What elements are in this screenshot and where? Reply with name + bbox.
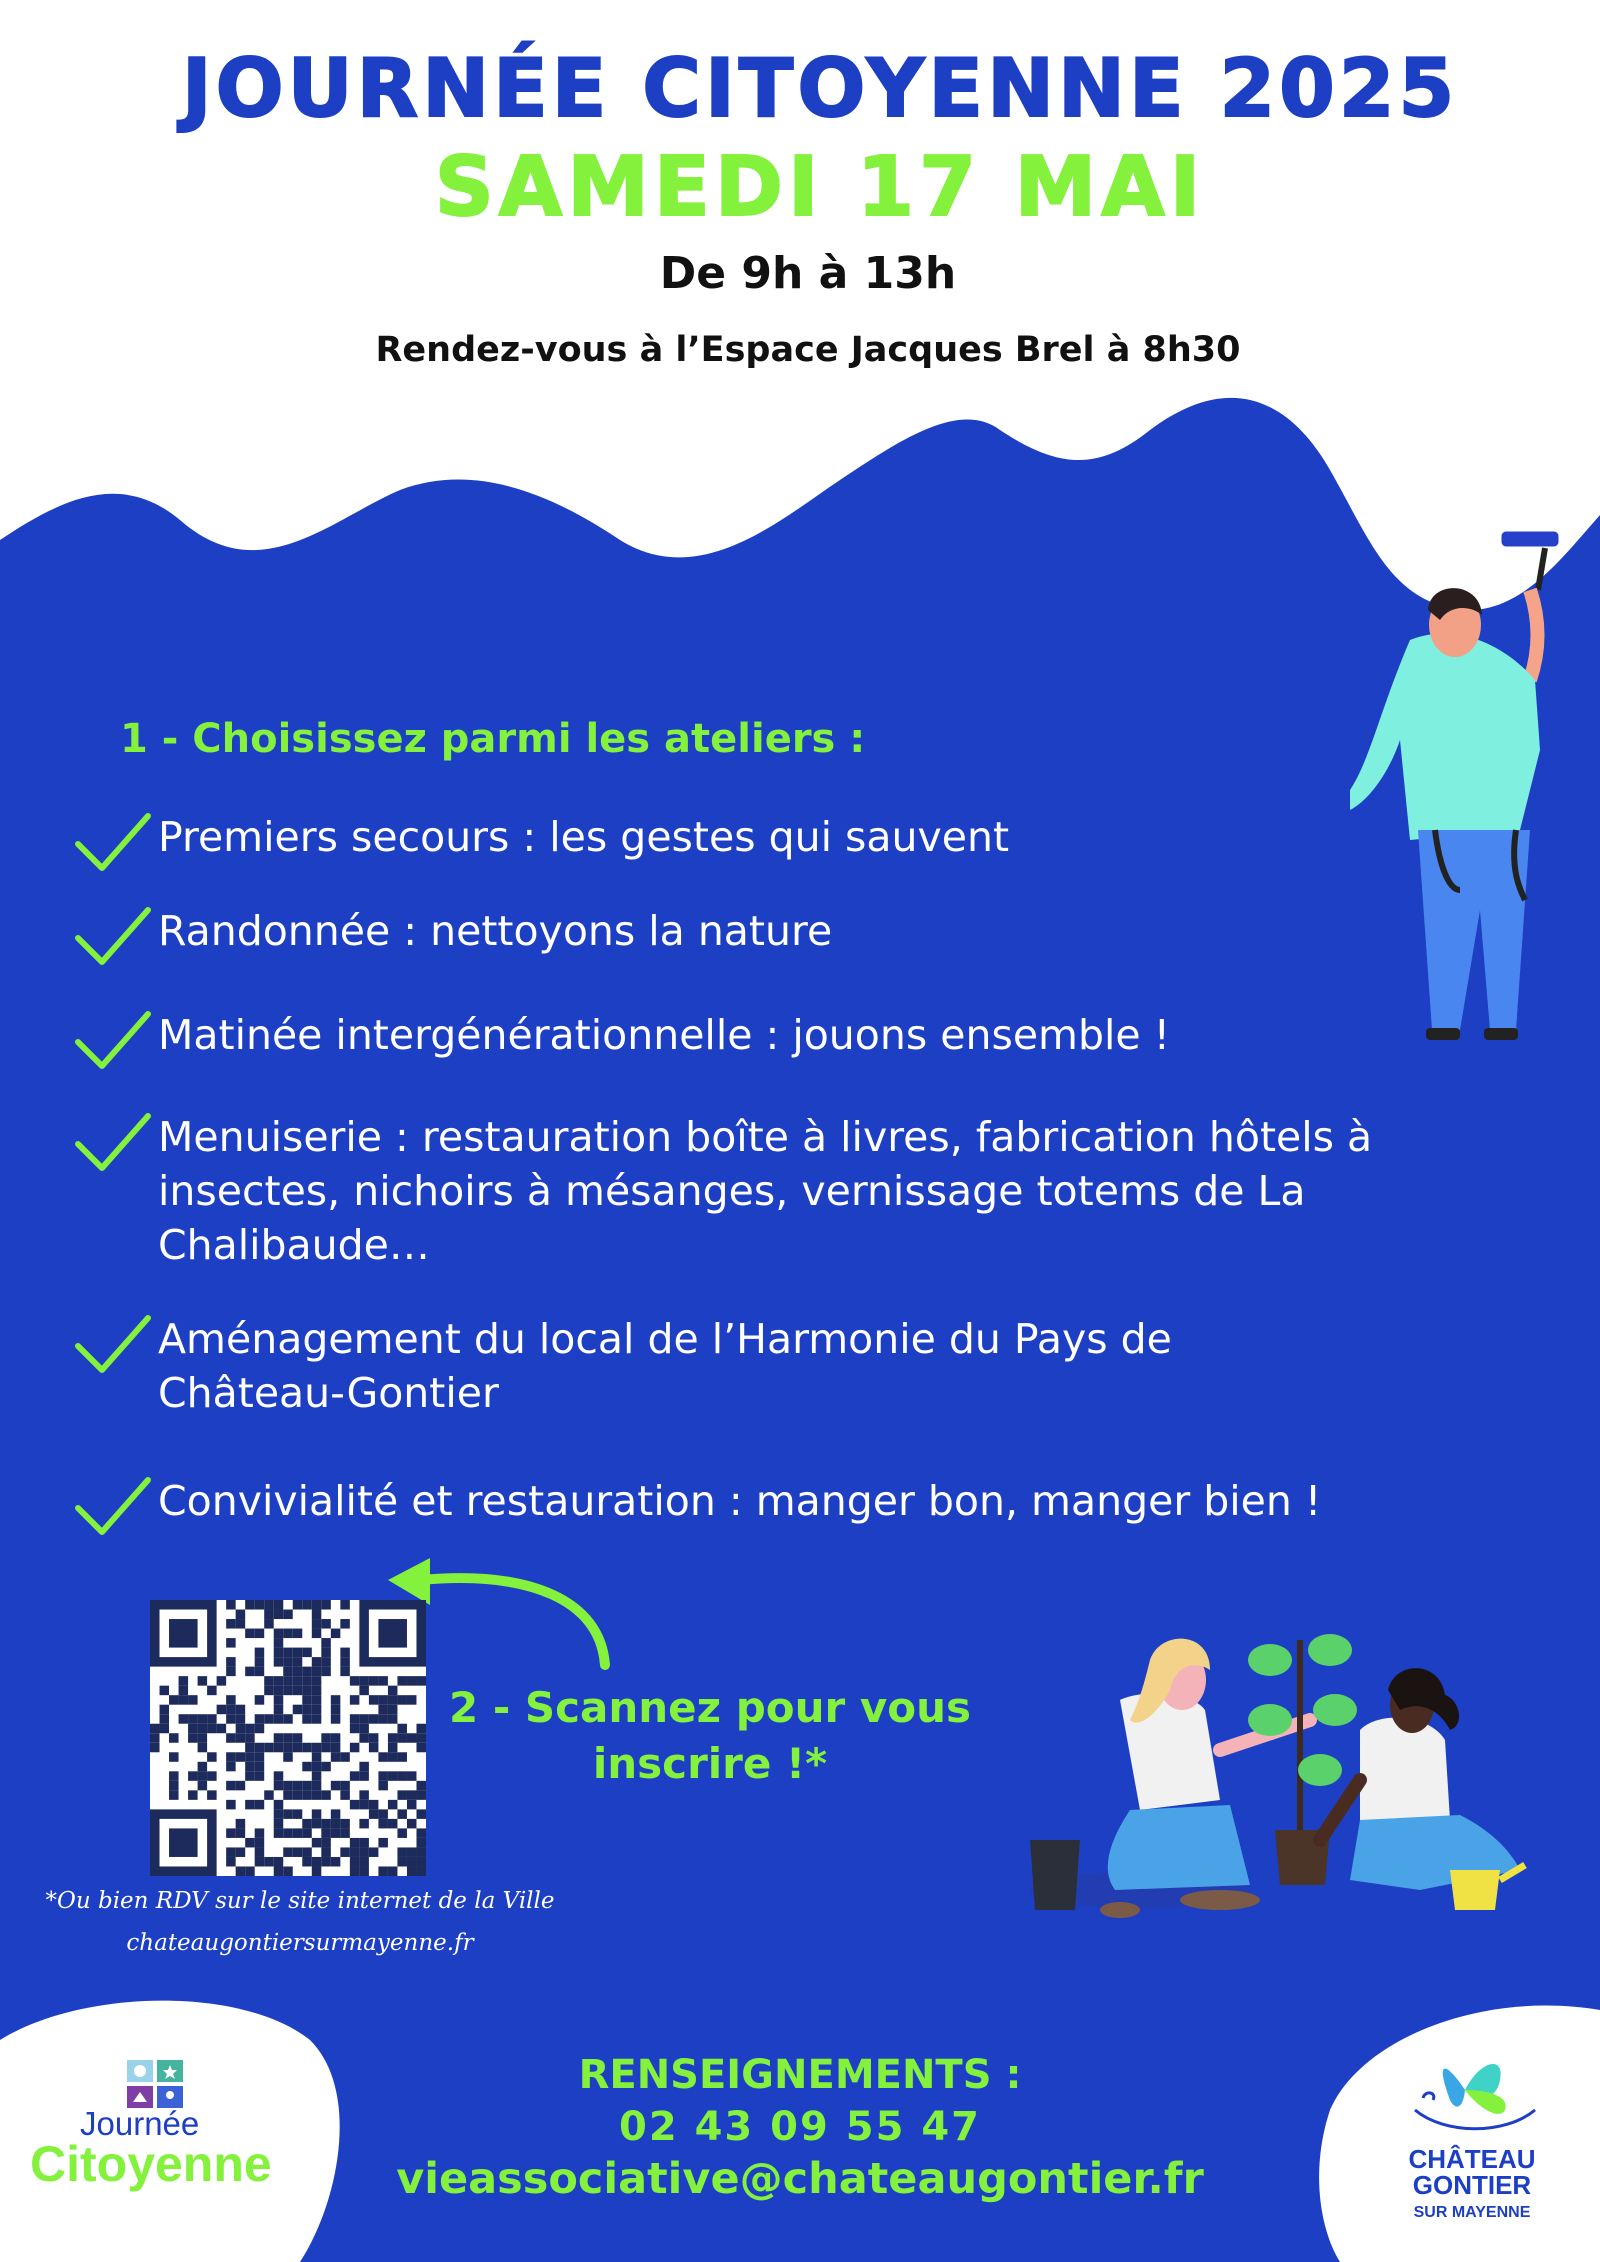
- website-link[interactable]: chateaugontiersurmayenne.fr: [126, 1930, 474, 1956]
- workshop-item: [72, 1312, 1472, 1432]
- workshop-label: Matinée intergénérationnelle : jouons ensemble !: [158, 1011, 1171, 1059]
- meeting-point: Rendez-vous à l’Espace Jacques Brel à 8h30: [375, 330, 1241, 370]
- workshops-heading: 1 - Choisissez parmi les ateliers :: [120, 716, 866, 762]
- qr-code-pattern: [150, 1600, 426, 1876]
- check-icon: [72, 1474, 152, 1538]
- event-date: SAMEDI 17 MAI: [434, 140, 1206, 235]
- check-icon: [72, 810, 152, 874]
- workshop-item: [72, 1008, 1472, 1072]
- journee-citoyenne-logo-icon: [125, 2058, 185, 2110]
- chateau-gontier-logo-line3: SUR MAYENNE: [1413, 2204, 1531, 2221]
- check-icon: [72, 904, 152, 968]
- chateau-gontier-logo-line2: GONTIER: [1412, 2170, 1532, 2200]
- workshop-label: Randonnée : nettoyons la nature: [158, 907, 833, 955]
- contact-phone[interactable]: 02 43 09 55 47: [618, 2104, 982, 2150]
- workshop-item: [72, 810, 1472, 874]
- workshop-item: [72, 904, 1472, 968]
- event-hours: De 9h à 13h: [659, 248, 957, 299]
- workshop-label: Menuiserie : restauration boîte à livres, fabrication hôtels à insectes, nichoirs à mésanges, vernissage totems de La Chalibaude…: [158, 1113, 1373, 1269]
- workshop-label: Aménagement du local de l’Harmonie du Pays de Château-Gontier: [158, 1315, 1172, 1417]
- workshop-label: Convivialité et restauration : manger bon, manger bien !: [158, 1477, 1322, 1525]
- volunteers-planting-illustration: [1020, 1600, 1540, 1930]
- page-title: JOURNÉE CITOYENNE 2025: [181, 42, 1459, 135]
- workshop-item: [72, 1474, 1472, 1538]
- signup-note: *Ou bien RDV sur le site internet de la Ville: [45, 1888, 555, 1914]
- signup-cta: 2 - Scannez pour vous inscrire !*: [448, 1683, 972, 1788]
- painter-illustration: [1340, 510, 1570, 1070]
- check-icon: [72, 1008, 152, 1072]
- journee-citoyenne-logo-big: Citoyenne: [30, 2136, 272, 2192]
- check-icon: [72, 1110, 152, 1174]
- check-icon: [72, 1312, 152, 1376]
- contact-email[interactable]: vieassociative@chateaugontier.fr: [396, 2154, 1204, 2204]
- qr-code[interactable]: [150, 1600, 426, 1876]
- journee-citoyenne-logo-small: Journée: [80, 2105, 200, 2142]
- chateau-gontier-logo-line1: CHÂTEAU: [1408, 2144, 1536, 2174]
- contact-heading: RENSEIGNEMENTS :: [578, 2052, 1022, 2098]
- workshop-item: [72, 1110, 1472, 1280]
- chateau-gontier-logo-icon: [1405, 2050, 1545, 2140]
- workshop-label: Premiers secours : les gestes qui sauvent: [158, 813, 1010, 861]
